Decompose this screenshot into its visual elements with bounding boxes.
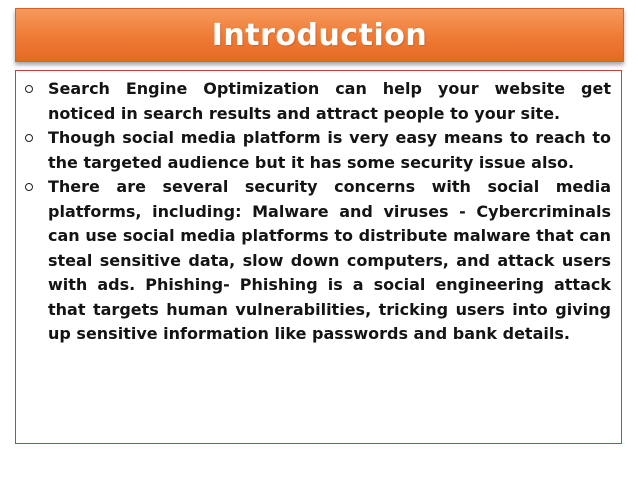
bullet-text: Search Engine Optimization can help your website get noticed in search results and attract people to your site. <box>48 79 611 123</box>
bullet-text: There are several security concerns with social media platforms, including: Malware and viruses - Cybercriminals can use social media platforms to distribute malware that can steal sensitive data, slow down computers, and attack users with ads. Phishing- Phishing is a social engineering attack that targets human vulnerabilities, tricking users into giving up sensitive information like passwords and bank details. <box>48 177 611 343</box>
content-box <box>15 70 622 444</box>
bullet-item <box>16 126 621 175</box>
slide-title: Introduction <box>211 17 428 53</box>
hollow-circle-bullet-icon <box>25 134 33 142</box>
hollow-circle-bullet-icon <box>25 183 33 191</box>
hollow-circle-bullet-icon <box>25 85 33 93</box>
bullet-item <box>16 175 621 347</box>
bullet-list <box>16 77 621 347</box>
title-banner <box>15 8 624 62</box>
bullet-text: Though social media platform is very easy means to reach to the targeted audience but it has some security issue also. <box>48 128 611 172</box>
bullet-item <box>16 77 621 126</box>
